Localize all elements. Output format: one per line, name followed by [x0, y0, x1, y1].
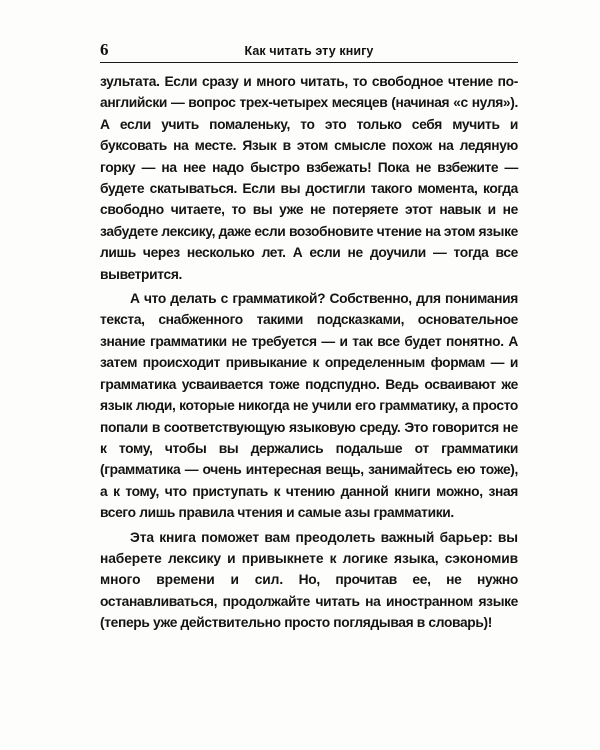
running-title: Как читать эту книгу: [244, 44, 374, 58]
paragraph-3: [100, 527, 518, 634]
page-number: 6: [100, 40, 109, 59]
emphasized-sentence: Эта книга поможет вам преодолеть важный барьер: вы наберете лексику и привыкнете к логике языка, сэкономив много времени и сил.: [100, 529, 518, 588]
body-text: [100, 71, 518, 634]
paragraph-1: зультата. Если сразу и много читать, то свободное чтение по-английски — вопрос трех-четырех месяцев (начиная «с нуля»). А если учить помаленьку, то это только себя мучить и буксовать на месте. Язык в этом смысле похож на ледяную горку — на нее надо быстро взбежать! Пока не взбежите — будете скатываться. Если вы достигли такого момента, когда свободно читаете, то вы уже не потеряете этот навык и не забудете лексику, даже если возобновите чтение на этом языке лишь через несколько лет. А если не доучили — тогда все выветрится.: [100, 74, 518, 282]
paragraph-3-rest: Но, прочитав ее, не нужно останавливаться, продолжайте читать на иностранном языке (теперь уже действительно просто поглядывая в словарь)!: [100, 572, 518, 631]
running-head: [100, 40, 518, 63]
paragraph-2: А что делать с грамматикой? Собственно, для понимания текста, снабженного такими подсказками, основательное знание грамматики не требуется — и так все будет понятно. А затем происходит привыкание к определенным формам — и грамматика усваивается тоже подспудно. Ведь осваивают же язык люди, которые никогда не учили его грамматику, а просто попали в соответствующую языковую среду. Это говорится не к тому, чтобы вы держались подальше от грамматики (грамматика — очень интересная вещь, занимайтесь ею тоже), а к тому, что приступать к чтению данной книги можно, зная всего лишь правила чтения и самые азы грамматики.: [100, 291, 518, 521]
